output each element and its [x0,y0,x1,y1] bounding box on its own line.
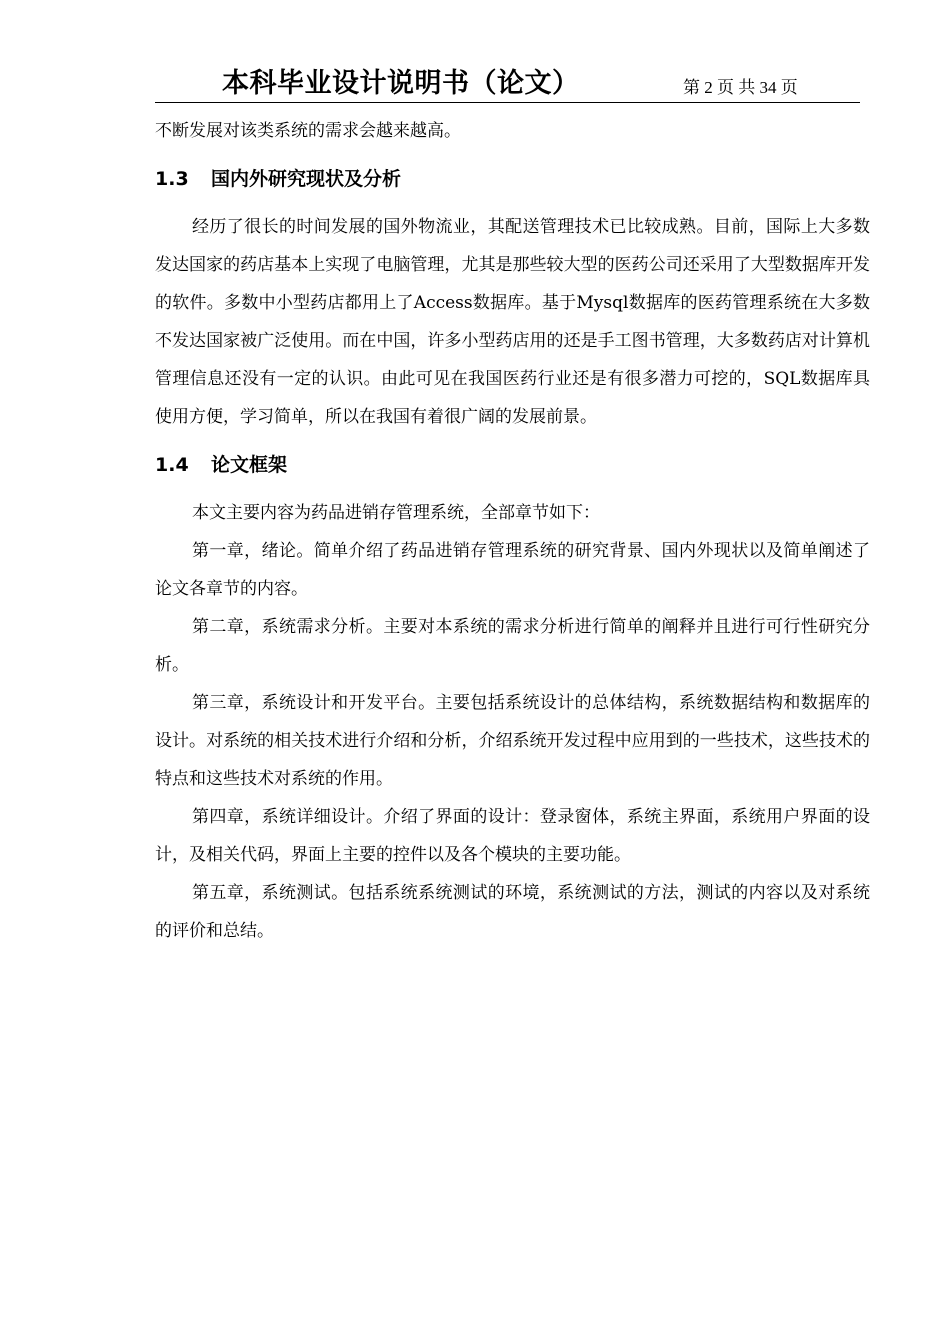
header-title: 本科毕业设计说明书（论文） [222,68,580,99]
page-indicator: 第 2 页 共 34 页 [683,78,798,97]
section-number: 1.3 [155,168,189,190]
section-title: 国内外研究现状及分析 [211,168,402,190]
paragraph: 第四章，系统详细设计。介绍了界面的设计：登录窗体，系统主界面，系统用户界面的设计，及相关代码，界面上主要的控件以及各个模块的主要功能。 [155,807,870,865]
paragraph: 第一章，绪论。简单介绍了药品进销存管理系统的研究背景、国内外现状以及简单阐述了论文各章节的内容。 [155,541,870,599]
intro-line: 不断发展对该类系统的需求会越来越高。 [155,121,461,141]
paragraph: 第二章，系统需求分析。主要对本系统的需求分析进行简单的阐释并且进行可行性研究分析。 [155,617,870,675]
section-heading [155,436,870,494]
section-number: 1.4 [155,454,189,476]
page-header [155,66,860,103]
paragraph: 本文主要内容为药品进销存管理系统，全部章节如下： [192,503,600,523]
section-heading [155,150,870,208]
paragraph: 经历了很长的时间发展的国外物流业，其配送管理技术已比较成熟。目前，国际上大多数发达国家的药店基本上实现了电脑管理，尤其是那些较大型的医药公司还采用了大型数据库开发的软件。多数中小型药店都用上了Access数据库。基于Mysql数据库的医药管理系统在大多数不发达国家被广泛使用。而在中国，许多小型药店用的还是手工图书管理，大多数药店对计算机管理信息还没有一定的认识。由此可见在我国医药行业还是有很多潜力可挖的，SQL数据库具使用方便，学习简单，所以在我国有着很广阔的发展前景。 [155,217,870,427]
paragraph: 第三章，系统设计和开发平台。主要包括系统设计的总体结构，系统数据结构和数据库的设计。对系统的相关技术进行介绍和分析，介绍系统开发过程中应用到的一些技术，这些技术的特点和这些技术对系统的作用。 [155,693,870,789]
section-title: 论文框架 [211,454,288,476]
paragraph: 第五章，系统测试。包括系统系统测试的环境，系统测试的方法，测试的内容以及对系统的评价和总结。 [155,883,870,941]
page-content [155,112,870,950]
section-1-4 [155,436,870,950]
section-1-3 [155,150,870,436]
